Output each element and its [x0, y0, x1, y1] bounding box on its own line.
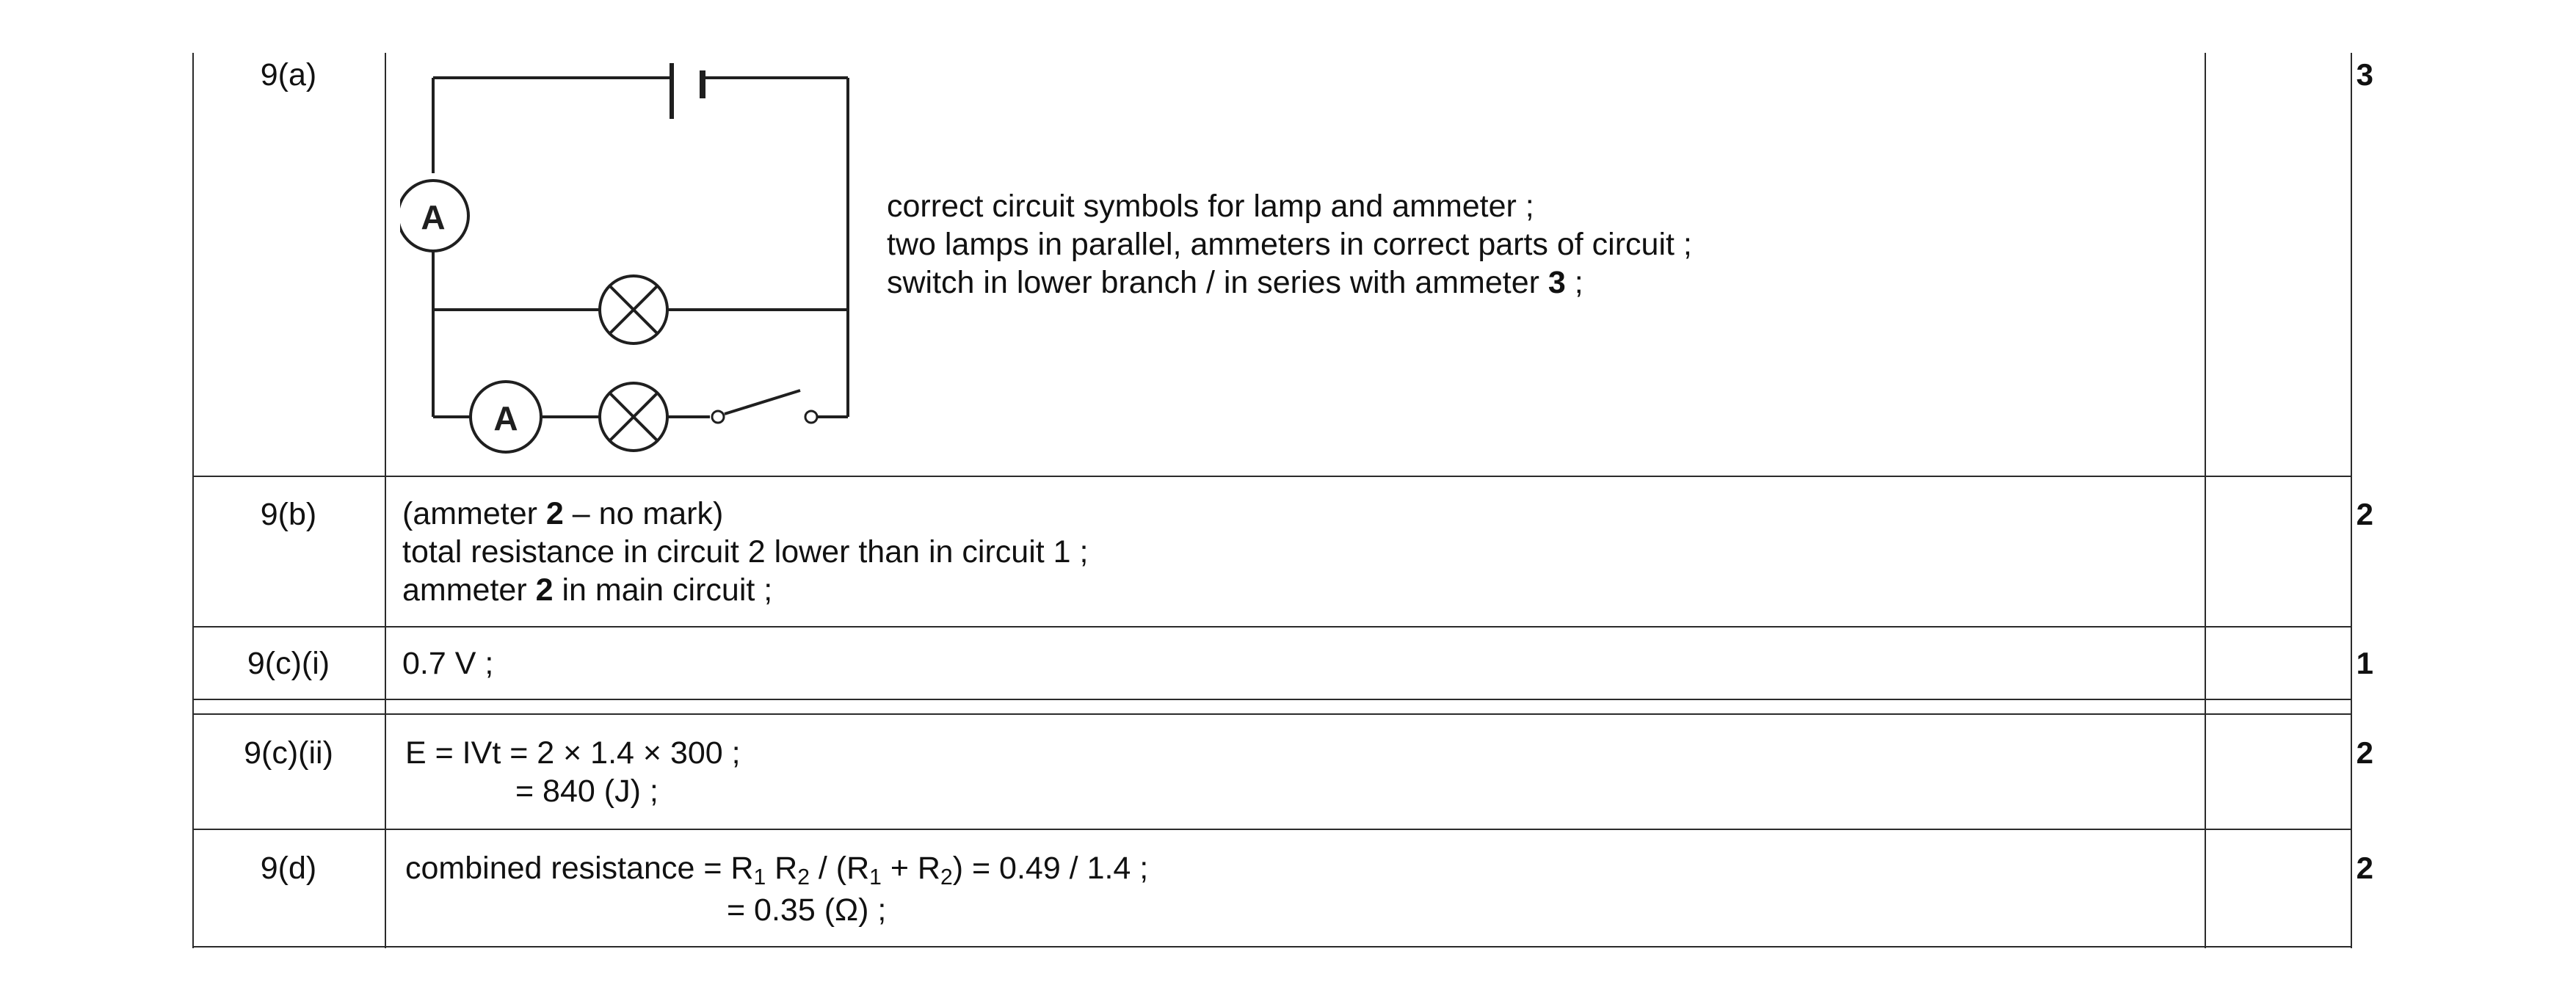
- mark-column-divider: [2205, 53, 2206, 948]
- answer-9a-line-1: correct circuit symbols for lamp and ammeter ;: [887, 189, 1534, 224]
- question-number-9ci: 9(c)(i): [247, 646, 330, 681]
- row-divider-9b: [192, 626, 2352, 628]
- answer-9b: [402, 495, 1088, 609]
- mark-9d: 2: [2356, 851, 2373, 885]
- answer-9ci: 0.7 V ;: [402, 646, 494, 681]
- question-number-9d: 9(d): [260, 851, 317, 886]
- row-divider-9ci-bottom: [192, 713, 2352, 715]
- answer-9b-ammeter-number-2: 2: [535, 572, 554, 608]
- mark-9cii: 2: [2356, 735, 2373, 770]
- answer-9b-line-2: total resistance in circuit 2 lower than in circuit 1 ;: [402, 534, 1089, 570]
- switch-lever-icon: [725, 390, 800, 414]
- answer-9cii-line-2: = 840 (J) ;: [515, 774, 658, 809]
- circuit-diagram: [400, 56, 863, 467]
- answer-9b-line-3: [402, 571, 1088, 609]
- answer-9d-subscript-4: 2: [940, 865, 953, 890]
- row-divider-9a: [192, 476, 2352, 477]
- answer-9a-line-3-text: switch in lower branch / in series with ammeter: [887, 265, 1548, 300]
- ammeter-label-top: A: [421, 198, 446, 236]
- answer-9b-line-3-end: in main circuit ;: [553, 572, 773, 608]
- answer-9d-line-1-part-e: ) = 0.49 / 1.4 ;: [952, 851, 1149, 886]
- mark-9ci: 1: [2356, 646, 2373, 680]
- row-divider-9cii: [192, 829, 2352, 830]
- mark-9b: 2: [2356, 497, 2373, 531]
- answer-9d: [405, 849, 1148, 929]
- answer-9d-line-1-part-c: / (R: [809, 851, 870, 886]
- answer-9d-line-1-part-b: R: [766, 851, 798, 886]
- switch-terminal-left-icon: [712, 411, 724, 423]
- answer-9cii-line-1: E = IVt = 2 × 1.4 × 300 ;: [405, 735, 741, 771]
- answer-9d-subscript-2: 2: [797, 865, 810, 890]
- row-divider-9ci-top: [192, 699, 2352, 700]
- answer-9a-line-3: [887, 263, 1692, 302]
- switch-terminal-right-icon: [805, 411, 817, 423]
- table-bottom-border: [192, 946, 2352, 947]
- answer-9b-ammeter-number: 2: [545, 496, 564, 531]
- answer-9cii: [405, 734, 741, 810]
- answer-9a-ammeter-number: 3: [1548, 265, 1566, 300]
- question-number-9b: 9(b): [260, 497, 317, 532]
- answer-9d-line-1: [405, 849, 1148, 891]
- answer-9b-line-3-start: ammeter: [402, 572, 536, 608]
- answer-9d-line-2: = 0.35 (Ω) ;: [727, 892, 887, 928]
- question-number-9a: 9(a): [260, 57, 317, 92]
- answer-9d-subscript-1: 1: [753, 865, 766, 890]
- mark-9a: 3: [2356, 57, 2373, 92]
- answer-9a-line-3-end: ;: [1565, 265, 1583, 300]
- answer-9a-line-2: two lamps in parallel, ammeters in correct parts of circuit ;: [887, 227, 1692, 262]
- answer-9b-line-1-start: (ammeter: [402, 496, 546, 531]
- ammeter-label-bottom: A: [493, 399, 518, 437]
- question-column-divider: [385, 53, 386, 948]
- answer-9d-line-1-part-a: combined resistance = R: [405, 851, 754, 886]
- answer-9b-line-1-end: – no mark): [563, 496, 724, 531]
- answer-9b-line-1: [402, 495, 1088, 533]
- question-number-9cii: 9(c)(ii): [244, 735, 333, 771]
- answer-9a: [887, 187, 1692, 302]
- answer-9d-subscript-3: 1: [869, 865, 882, 890]
- answer-9d-line-1-part-d: + R: [881, 851, 940, 886]
